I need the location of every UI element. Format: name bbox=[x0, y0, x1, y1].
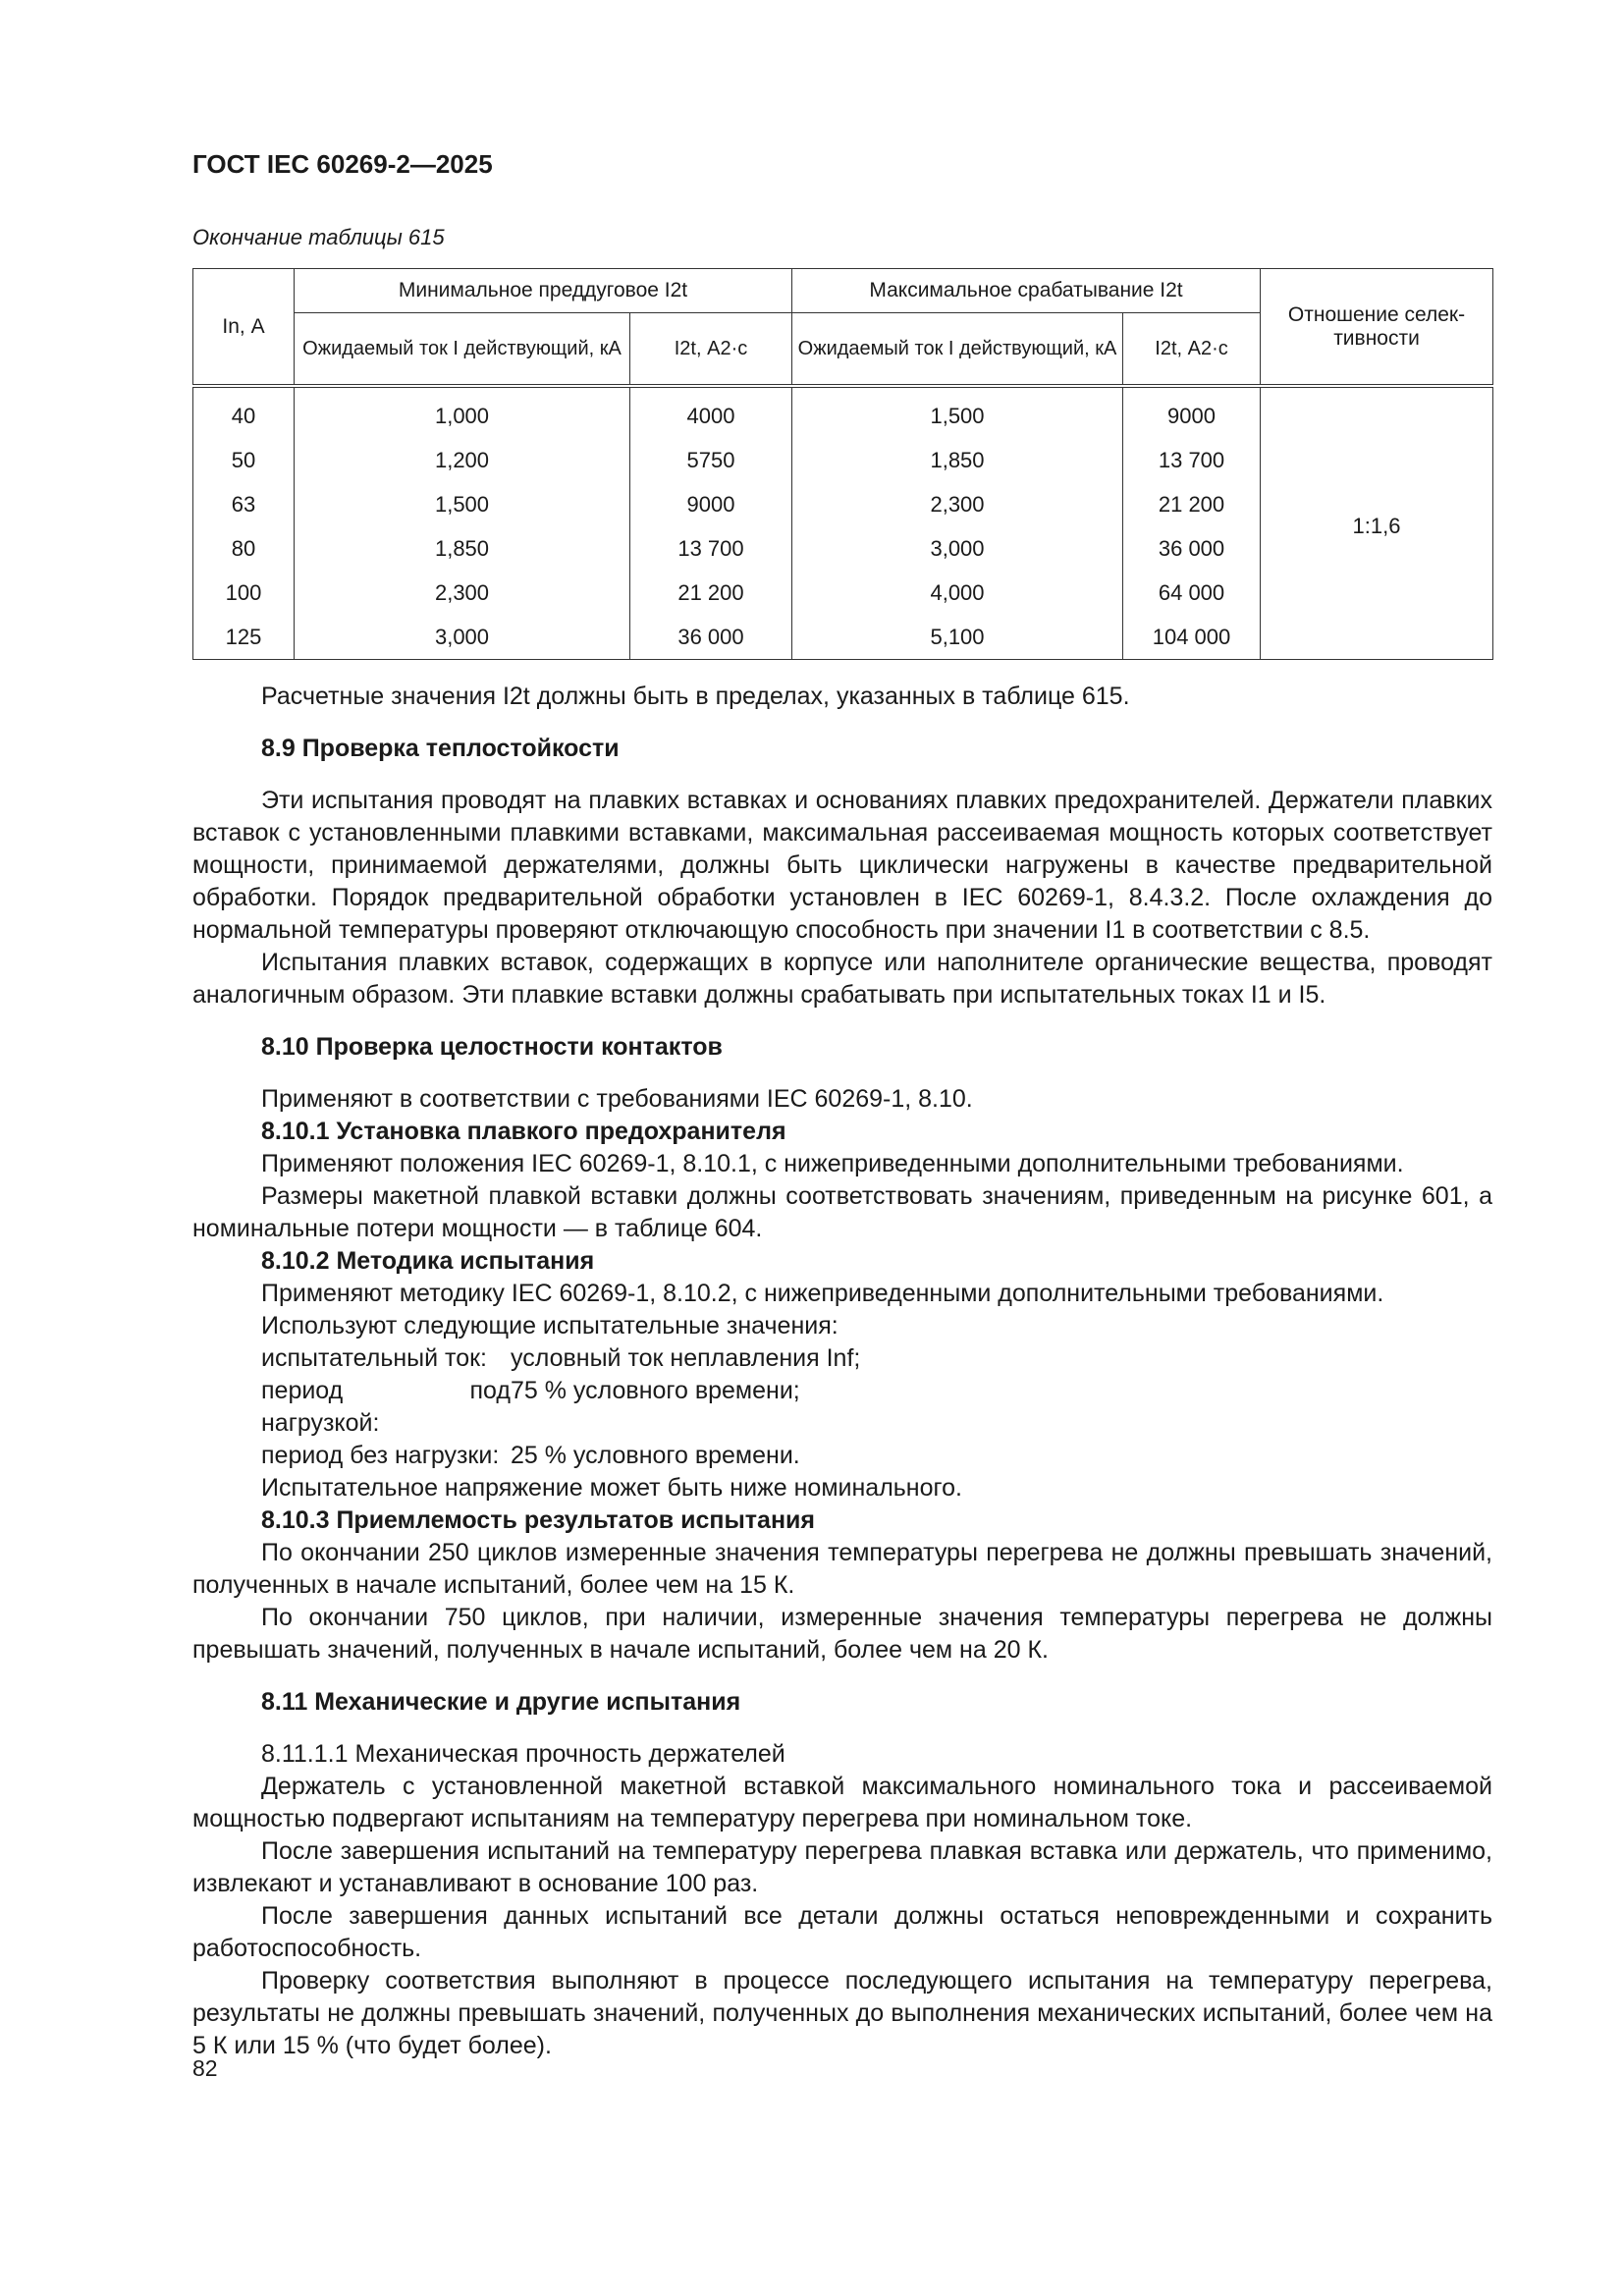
cell-i2t-max: 9000 bbox=[1123, 386, 1261, 438]
header-current-max: Ожидаемый ток I действующий, кА bbox=[792, 313, 1123, 387]
cell-i2t-max: 36 000 bbox=[1123, 526, 1261, 571]
section-heading-8-10-3: 8.10.3 Приемлемость результатов испытания bbox=[261, 1506, 816, 1534]
cell-current-min: 1,000 bbox=[295, 386, 630, 438]
header-i2t-min: I2t, А2·с bbox=[630, 313, 792, 387]
cell-i2t-max: 21 200 bbox=[1123, 482, 1261, 526]
section-heading-8-11: 8.11 Механические и другие испытания bbox=[261, 1688, 741, 1716]
test-value: условный ток неплавления Inf; bbox=[511, 1344, 861, 1372]
paragraph: По окончании 750 циклов, при наличии, измеренные значения температуры перегрева не должны превышать значений, полученных в начале испытаний, более чем на 20 К. bbox=[192, 1604, 1492, 1664]
table-caption: Окончание таблицы 615 bbox=[192, 225, 445, 249]
cell-i2t-max: 13 700 bbox=[1123, 438, 1261, 482]
header-current-min: Ожидаемый ток I действующий, кА bbox=[295, 313, 630, 387]
cell-current-max: 5,100 bbox=[792, 615, 1123, 660]
test-value-row bbox=[192, 1375, 1492, 1440]
paragraph: 8.11.1.1 Механическая прочность держателей bbox=[261, 1740, 785, 1768]
standard-id: ГОСТ IEC 60269-2—2025 bbox=[192, 149, 493, 179]
paragraph: Применяют в соответствии с требованиями IEC 60269-1, 8.10. bbox=[261, 1085, 973, 1113]
test-value-row bbox=[192, 1440, 1492, 1472]
table-row bbox=[193, 386, 1493, 438]
cell-current-max: 4,000 bbox=[792, 571, 1123, 615]
paragraph: После завершения данных испытаний все детали должны остаться неповрежденными и сохранить работоспособность. bbox=[192, 1902, 1492, 1962]
paragraph: Размеры макетной плавкой вставки должны соответствовать значениям, приведенным на рисунке 601, а номинальные потери мощности — в таблице 604. bbox=[192, 1182, 1492, 1242]
test-value-label: период под нагрузкой: bbox=[261, 1377, 511, 1437]
cell-i2t-min: 5750 bbox=[630, 438, 792, 482]
test-value: 75 % условного времени; bbox=[511, 1377, 800, 1404]
header-i2t-max: I2t, А2·с bbox=[1123, 313, 1261, 387]
cell-current-max: 2,300 bbox=[792, 482, 1123, 526]
cell-current-min: 2,300 bbox=[295, 571, 630, 615]
cell-i2t-min: 21 200 bbox=[630, 571, 792, 615]
paragraph: Испытания плавких вставок, содержащих в корпусе или наполнителе органические вещества, проводят аналогичным образом. Эти плавкие вставки должны срабатывать при испытательных токах I1 и I5. bbox=[192, 949, 1492, 1009]
header-in: In, А bbox=[193, 269, 295, 387]
cell-current-max: 1,850 bbox=[792, 438, 1123, 482]
cell-current-max: 3,000 bbox=[792, 526, 1123, 571]
test-value-row bbox=[192, 1342, 1492, 1375]
header-min-prearcing: Минимальное преддуговое I2t bbox=[295, 269, 792, 313]
cell-selectivity-ratio: 1:1,6 bbox=[1261, 386, 1493, 660]
section-heading-8-9: 8.9 Проверка теплостойкости bbox=[261, 735, 620, 762]
cell-current-max: 1,500 bbox=[792, 386, 1123, 438]
cell-i2t-min: 9000 bbox=[630, 482, 792, 526]
table-615 bbox=[192, 268, 1493, 660]
cell-current-min: 1,200 bbox=[295, 438, 630, 482]
body-text bbox=[192, 681, 1492, 2062]
paragraph: Держатель с установленной макетной вставкой максимального номинального тока и рассеиваемой мощностью подвергают испытаниям на температуру перегрева при номинальном токе. bbox=[192, 1773, 1492, 1832]
cell-in: 80 bbox=[193, 526, 295, 571]
section-heading-8-10: 8.10 Проверка целостности контактов bbox=[261, 1033, 723, 1061]
paragraph: Расчетные значения I2t должны быть в пределах, указанных в таблице 615. bbox=[261, 683, 1130, 710]
cell-in: 100 bbox=[193, 571, 295, 615]
cell-i2t-min: 4000 bbox=[630, 386, 792, 438]
cell-in: 40 bbox=[193, 386, 295, 438]
cell-current-min: 3,000 bbox=[295, 615, 630, 660]
section-heading-8-10-1: 8.10.1 Установка плавкого предохранителя bbox=[261, 1118, 786, 1145]
cell-i2t-max: 104 000 bbox=[1123, 615, 1261, 660]
cell-i2t-min: 36 000 bbox=[630, 615, 792, 660]
paragraph: Используют следующие испытательные значения: bbox=[261, 1312, 839, 1339]
cell-in: 50 bbox=[193, 438, 295, 482]
page-number: 82 bbox=[192, 2055, 218, 2081]
cell-i2t-min: 13 700 bbox=[630, 526, 792, 571]
paragraph: По окончании 250 циклов измеренные значения температуры перегрева не должны превышать значений, полученных в начале испытаний, более чем на 15 К. bbox=[192, 1539, 1492, 1599]
paragraph: После завершения испытаний на температуру перегрева плавкая вставка или держатель, что применимо, извлекают и устанавливают в основание 100 раз. bbox=[192, 1837, 1492, 1897]
paragraph: Эти испытания проводят на плавких вставках и основаниях плавких предохранителей. Держатели плавких вставок с установленными плавкими вставками, максимальная рассеиваемая мощность которых соответствует мощности, принимаемой держателями, должны быть циклически нагружены в качестве предварительной обработки. Порядок предварительной обработки установлен в IEC 60269-1, 8.4.3.2. После охлаждения до нормальной температуры проверяют отключающую способность при значении I1 в соответствии с 8.5. bbox=[192, 787, 1492, 944]
cell-in: 63 bbox=[193, 482, 295, 526]
test-value-label: испытательный ток: bbox=[261, 1344, 487, 1372]
cell-i2t-max: 64 000 bbox=[1123, 571, 1261, 615]
cell-current-min: 1,500 bbox=[295, 482, 630, 526]
paragraph: Применяют методику IEC 60269-1, 8.10.2, с нижеприведенными дополнительными требованиями. bbox=[261, 1280, 1384, 1307]
section-heading-8-10-2: 8.10.2 Методика испытания bbox=[261, 1247, 595, 1275]
test-value-label: период без нагрузки: bbox=[261, 1442, 500, 1469]
header-selectivity-ratio: Отношение селек-тивности bbox=[1261, 269, 1493, 387]
paragraph: Применяют положения IEC 60269-1, 8.10.1, с нижеприведенными дополнительными требованиями. bbox=[261, 1150, 1404, 1177]
header-max-operating: Максимальное срабатывание I2t bbox=[792, 269, 1261, 313]
cell-current-min: 1,850 bbox=[295, 526, 630, 571]
test-value: 25 % условного времени. bbox=[511, 1442, 800, 1469]
cell-in: 125 bbox=[193, 615, 295, 660]
paragraph: Проверку соответствия выполняют в процессе последующего испытания на температуру перегрева, результаты не должны превышать значений, полученных до выполнения механических испытаний, более чем на 5 К или 15 % (что будет более). bbox=[192, 1967, 1492, 2059]
paragraph: Испытательное напряжение может быть ниже номинального. bbox=[261, 1474, 962, 1502]
